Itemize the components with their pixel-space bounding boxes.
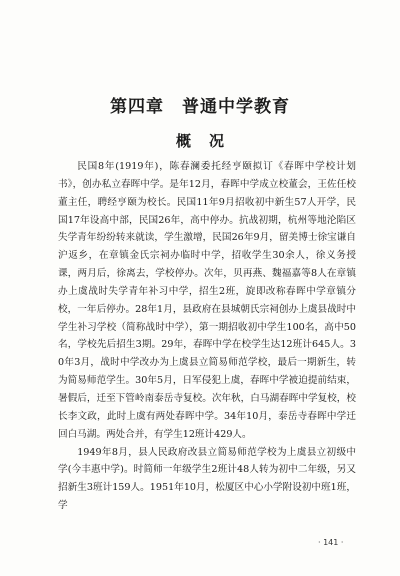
body-text — [58, 158, 356, 515]
paragraph-2: 1949年8月，县人民政府改县立简易师范学校为上虞县立初级中学(今丰惠中学)。时简师一年级学生2班计48人转为初中二年级，另又招新生3班计159人。1951年10月，松厦区中心小学附设初中班1班，学 — [58, 446, 356, 512]
page-number: · 141 · — [318, 538, 344, 547]
paragraph-1: 民国8年(1919年)，陈春澜委托经亨颐拟订《春晖中学校计划书》，创办私立春晖中学。是年12月，春晖中学成立校董会，王佐任校董主任，聘经亨颐为校长。民国11年9月招收初中新生57人开学，民国17年设高中部，民国26年，高中停办。抗战初期，杭州等地沦陷区失学青年纷纷转来就读，学生激增，民国26年9月，留美博士徐宝谦自沪返乡，在章镇金氏宗祠办临时中学，招收学生30余人，徐义务授课，两月后，徐离去，学校停办。次年，贝再燕、魏福嘉等8人在章镇办上虞战时失学青年补习中学，招生2班，旋即改称春晖中学章镇分校，一年后停办。28年1月，县政府在县城朝氏宗祠创办上虞县战时中学生补习学校（简称战时中学），第一期招收初中学生100名，高中50名，学校先后招生3期。29年，春晖中学在校学生达12班计645人。30年3月，战时中学改办为上虞县立简易师范学校，最后一期新生，转为简易师范学生。30年5月，日军侵犯上虞，春晖中学被迫提前结束，暑假后，迁至下管岭南泰岳寺复校。次年秋，白马湖春晖中学复校，校长李文政，此时上虞有两处春晖中学。34年10月，泰岳寺春晖中学迁回白马湖。两处合并，有学生12班计429人。 — [58, 161, 356, 440]
chapter-title: 第四章 普通中学教育 — [110, 97, 290, 117]
section-title: 概况 — [175, 132, 242, 150]
